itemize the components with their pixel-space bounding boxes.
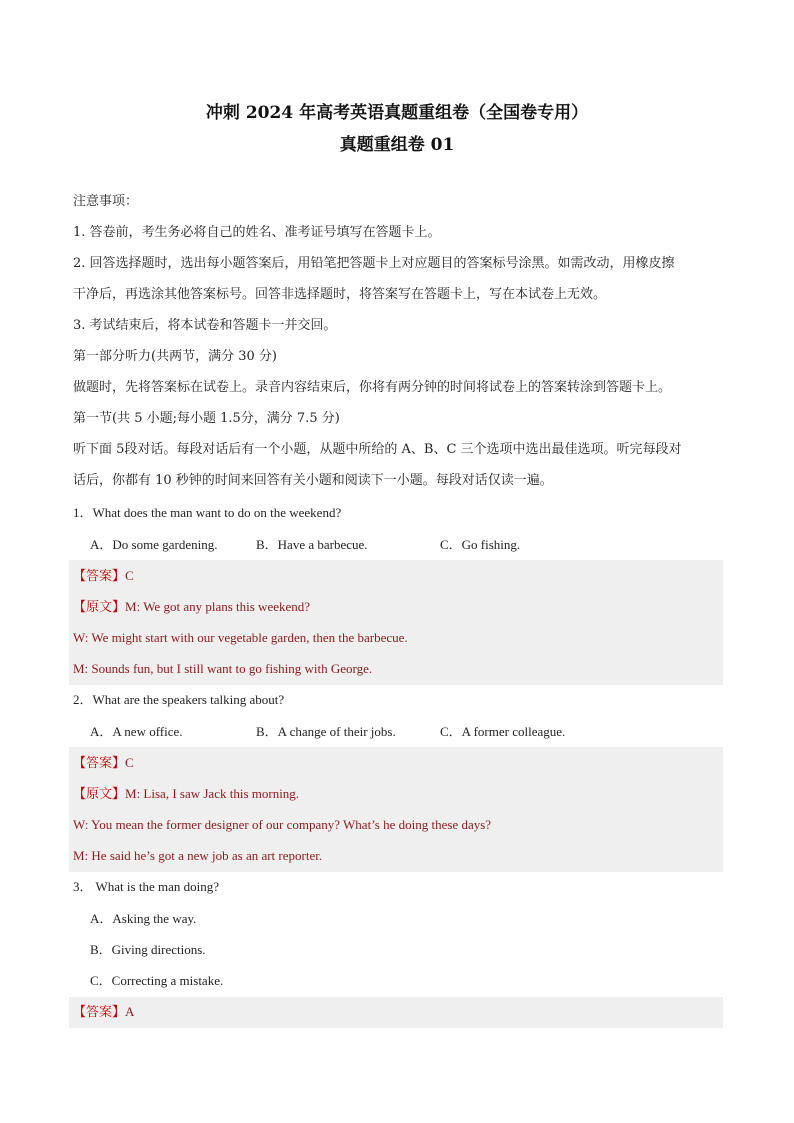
question-2-script-line-1: M: Lisa, I saw Jack this morning.	[125, 786, 300, 801]
question-3-option-a: A．Asking the way.	[90, 911, 197, 926]
script-label: 【原文】	[73, 787, 126, 802]
question-2-script-row	[73, 784, 723, 805]
question-1-option-c: C．Go fishing.	[440, 537, 521, 552]
question-2-script-line-3: M: He said he’s got a new job as an art reporter.	[73, 848, 323, 863]
question-1-stem: 1．What does the man want to do on the weekend?	[73, 505, 342, 520]
page-subtitle: 真题重组卷 01	[339, 135, 455, 155]
instruction-item-2b: 干净后，再选涂其他答案标号。回答非选择题时，将答案写在答题卡上，写在本试卷上无效。	[73, 287, 607, 302]
question-1-script-row	[73, 597, 723, 618]
answer-label: 【答案】	[73, 1005, 126, 1020]
page-title: 冲刺 2024 年高考英语真题重组卷（全国卷专用）	[205, 103, 589, 123]
question-1-answer: C	[125, 568, 134, 583]
question-3-answer: A	[125, 1004, 135, 1019]
question-3-option-b: B．Giving directions.	[90, 942, 206, 957]
answer-label: 【答案】	[73, 569, 126, 584]
question-3-answer-row	[73, 1002, 723, 1023]
instruction-item-1: 1. 答卷前，考生务必将自己的姓名、准考证号填写在答题卡上。	[73, 225, 441, 240]
question-2-answer: C	[125, 755, 134, 770]
question-3-option-c: C．Correcting a mistake.	[90, 973, 224, 988]
instruction-item-3: 3. 考试结束后，将本试卷和答题卡一并交回。	[73, 318, 337, 333]
question-2-script-line-2: W: You mean the former designer of our company? What’s he doing these days?	[73, 817, 492, 832]
question-1-option-a: A．Do some gardening.	[90, 537, 218, 552]
question-1-script-line-1: M: We got any plans this weekend?	[125, 599, 311, 614]
script-label: 【原文】	[73, 600, 126, 615]
answer-label: 【答案】	[73, 756, 126, 771]
question-1-answer-row	[73, 566, 723, 587]
part1-description: 做题时，先将答案标在试卷上。录音内容结束后，你将有两分钟的时间将试卷上的答案转涂到答题卡上。	[73, 380, 672, 395]
section1-heading: 第一节(共 5 小题;每小题 1.5分，满分 7.5 分)	[73, 411, 340, 426]
question-1-option-b: B．Have a barbecue.	[256, 537, 368, 552]
question-2-answer-row	[73, 753, 723, 774]
question-1-script-line-3: M: Sounds fun, but I still want to go fishing with George.	[73, 661, 373, 676]
question-2-stem: 2．What are the speakers talking about?	[73, 692, 285, 707]
question-2-option-c: C．A former colleague.	[440, 724, 566, 739]
question-1-script-line-2: W: We might start with our vegetable garden, then the barbecue.	[73, 630, 408, 645]
section1-description-a: 听下面 5段对话。每段对话后有一个小题，从题中所给的 A、B、C 三个选项中选出最佳选项。听完每段对	[73, 442, 682, 457]
instructions-heading: 注意事项：	[73, 194, 139, 209]
question-2-option-a: A．A new office.	[90, 724, 183, 739]
section1-description-b: 话后，你都有 10 秒钟的时间来回答有关小题和阅读下一小题。每段对话仅读一遍。	[73, 473, 553, 488]
question-3-stem: 3． What is the man doing?	[73, 879, 219, 894]
part1-heading: 第一部分听力(共两节，满分 30 分)	[73, 349, 277, 364]
instruction-item-2a: 2. 回答选择题时，选出每小题答案后，用铅笔把答题卡上对应题目的答案标号涂黑。如需改动，用橡皮擦	[73, 256, 675, 271]
question-2-option-b: B．A change of their jobs.	[256, 724, 396, 739]
